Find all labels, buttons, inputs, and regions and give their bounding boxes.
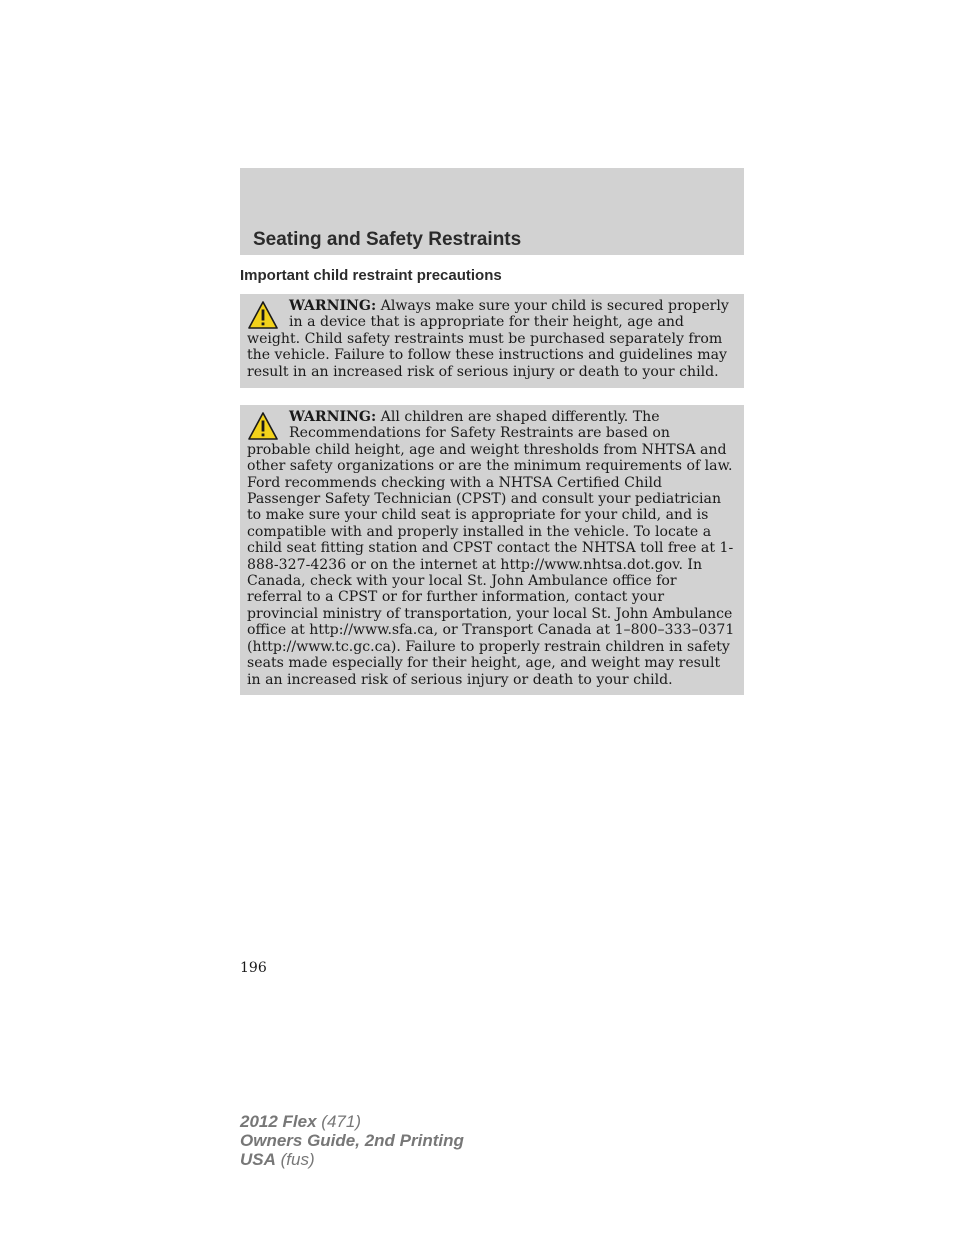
warning-triangle-icon (247, 411, 279, 441)
section-header-band (240, 168, 744, 255)
warning-triangle-icon (247, 300, 279, 330)
warning-box-2 (240, 405, 744, 695)
footer-line-2 (240, 1131, 464, 1150)
footer-imprint (240, 1112, 464, 1169)
warning-box-1 (240, 294, 744, 388)
warning-label: WARNING: (289, 409, 377, 425)
section-title: Seating and Safety Restraints (253, 229, 522, 250)
warning-label: WARNING: (289, 298, 377, 314)
footer-model: 2012 Flex (240, 1112, 317, 1131)
footer-line-3 (240, 1150, 464, 1169)
footer-market: USA (240, 1150, 276, 1169)
footer-guide: Owners Guide, 2nd Printing (240, 1131, 464, 1150)
footer-model-code: (471) (321, 1112, 361, 1131)
warning-text: Always make sure your child is secured properly in a device that is appropriate for their height, age and weight. Child safety restraints must be purchased separately from the vehicle. Failure to follow these instructions and guidelines may result in an increased risk of serious injury or death to your child. (247, 298, 729, 380)
warning-text: All children are shaped differently. The Recommendations for Safety Restraints are based on probable child height, age and weight thresholds from NHTSA and other safety organizations or are the minimum requirements of law. Ford recommends checking with a NHTSA Certified Child Passenger Safety Technician (CPST) and consult your pediatrician to make sure your child seat is appropriate for your child, and is compatible with and properly installed in the vehicle. To locate a child seat fitting station and CPST contact the NHTSA toll free at 1-888-327-4236 or on the internet at http://www.nhtsa.dot.gov. In Canada, check with your local St. John Ambulance office for referral to a CPST or for further information, contact your provincial ministry of transportation, your local St. John Ambulance office at http://www.sfa.ca, or Transport Canada at 1–800–333–0371 (http://www.tc.gc.ca). Failure to properly restrain children in safety seats made especially for their height, age, and weight may result in an increased risk of serious injury or death to your child. (247, 409, 735, 688)
page-number: 196 (240, 960, 267, 976)
subheading: Important child restraint precautions (240, 267, 502, 284)
footer-line-1 (240, 1112, 464, 1131)
footer-market-code: (fus) (280, 1150, 315, 1169)
